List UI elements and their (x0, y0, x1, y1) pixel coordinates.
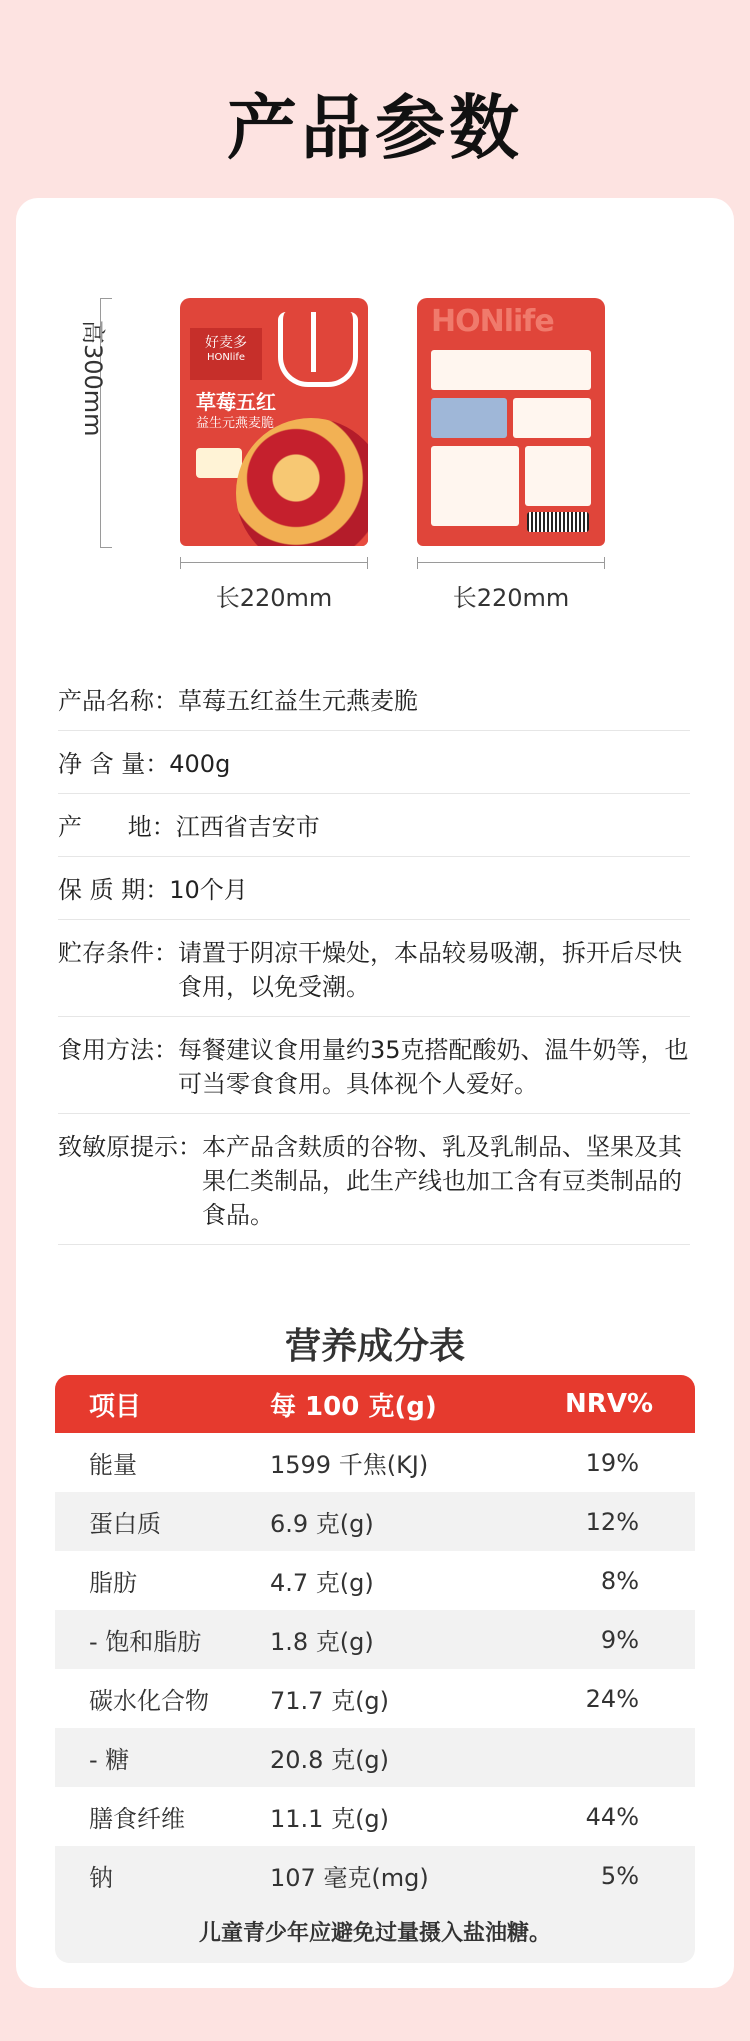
package-back-image (417, 298, 605, 546)
table-row (55, 1433, 695, 1492)
package-back-panel (431, 350, 591, 390)
table-row (55, 1551, 695, 1610)
header-per100g: 每 100 克(g) (270, 1391, 437, 1422)
nutrient-amount: 11.1 克(g) (270, 1805, 390, 1833)
nutrient-name: 碳水化合物 (89, 1687, 209, 1715)
param-value: 请置于阴凉干燥处，本品较易吸潮，拆开后尽快食用，以免受潮。 (178, 939, 682, 1001)
nutrient-nrv: 24% (585, 1684, 639, 1713)
strawberry-bowl-image (236, 418, 368, 546)
nutrition-table (55, 1375, 695, 1963)
param-row (58, 920, 690, 1017)
package-product-name: 草莓五红 (196, 390, 276, 414)
table-row (55, 1669, 695, 1728)
nutrient-name: 能量 (89, 1451, 137, 1479)
nutrient-amount: 4.7 克(g) (270, 1569, 374, 1597)
param-key: 产品名称： (58, 687, 178, 715)
height-dimension-label: 高300mm (79, 320, 107, 437)
width-dimension-line-back (417, 562, 605, 571)
nutrient-amount: 1.8 克(g) (270, 1628, 374, 1656)
package-back-factory-image (431, 398, 507, 438)
table-row (55, 1492, 695, 1551)
table-row (55, 1787, 695, 1846)
param-value: 草莓五红益生元燕麦脆 (178, 687, 418, 715)
package-back-text-panel (431, 446, 519, 526)
brand-logo-icon (278, 312, 358, 387)
param-value: 每餐建议食用量约35克搭配酸奶、温牛奶等，也可当零食食用。具体视个人爱好。 (178, 1036, 689, 1098)
nutrition-title: 营养成分表 (284, 1326, 465, 1367)
nutrient-name: 膳食纤维 (89, 1805, 185, 1833)
nutrient-amount: 71.7 克(g) (270, 1687, 390, 1715)
param-key: 产 地： (58, 813, 176, 841)
package-badge-icon (196, 448, 242, 478)
param-value: 江西省吉安市 (175, 813, 320, 841)
param-value: 10个月 (169, 876, 248, 904)
nutrient-amount: 20.8 克(g) (270, 1746, 390, 1774)
nutrient-nrv: 19% (585, 1448, 639, 1477)
table-row (55, 1728, 695, 1787)
param-row (58, 857, 690, 920)
package-brand-name: 好麦多 (205, 335, 247, 351)
nutrient-name: 脂肪 (89, 1569, 137, 1597)
header-nrv: NRV% (565, 1389, 653, 1419)
nutrition-footer-note: 儿童青少年应避免过量摄入盐油糖。 (55, 1905, 695, 1963)
param-row (58, 731, 690, 794)
param-key: 净 含 量： (58, 750, 170, 778)
nutrient-amount: 1599 千焦(KJ) (270, 1451, 429, 1479)
param-key: 贮存条件： (58, 939, 178, 967)
param-value: 本产品含麸质的谷物、乳及乳制品、坚果及其果仁类制品，此生产线也加工含有豆类制品的食品。 (202, 1133, 682, 1229)
table-header-row (55, 1375, 695, 1433)
nutrient-name: - 糖 (89, 1746, 130, 1774)
barcode-icon (527, 512, 589, 532)
nutrient-nrv: 8% (600, 1566, 639, 1595)
nutrient-name: - 饱和脂肪 (89, 1628, 202, 1656)
package-brand-en: HONlife (206, 352, 246, 363)
nutrient-name: 蛋白质 (89, 1510, 161, 1538)
nutrient-amount: 6.9 克(g) (270, 1510, 374, 1538)
package-back-brand: HONlife (431, 304, 554, 339)
width-dimension-label-front: 长220mm (215, 584, 333, 612)
product-params (58, 668, 690, 1245)
nutrient-nrv: 9% (600, 1625, 639, 1654)
header-item: 项目 (89, 1391, 142, 1422)
nutrient-name: 钠 (89, 1864, 113, 1892)
package-front-image (180, 298, 368, 546)
param-row (58, 794, 690, 857)
param-row (58, 668, 690, 731)
package-back-nutrition-panel (525, 446, 591, 506)
param-row (58, 1017, 690, 1114)
param-key: 保 质 期： (58, 876, 170, 904)
package-back-panel-2 (513, 398, 591, 438)
table-row (55, 1846, 695, 1905)
nutrient-nrv: 44% (585, 1802, 639, 1831)
nutrient-amount: 107 毫克(mg) (270, 1864, 429, 1892)
package-product-subtitle: 益生元燕麦脆 (196, 416, 275, 431)
param-row (58, 1114, 690, 1245)
param-value: 400g (169, 750, 231, 778)
table-row (55, 1610, 695, 1669)
param-key: 致敏原提示： (58, 1133, 202, 1161)
page-title: 产品参数 (227, 87, 523, 169)
param-key: 食用方法： (58, 1036, 178, 1064)
width-dimension-label-back: 长220mm (452, 584, 570, 612)
width-dimension-line-front (180, 562, 368, 571)
package-brand-block (190, 328, 262, 380)
nutrient-nrv: 5% (600, 1861, 639, 1890)
nutrient-nrv: 12% (585, 1507, 639, 1536)
